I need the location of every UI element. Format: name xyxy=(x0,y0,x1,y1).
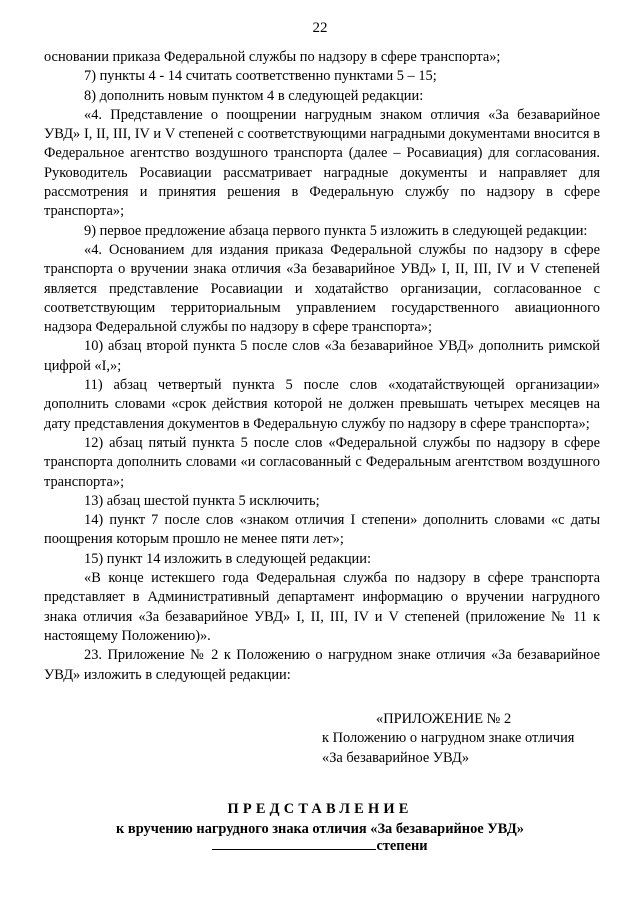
paragraph: 14) пункт 7 после слов «знаком отличия I степени» дополнить словами «с даты поощрения которым прошло не менее пяти лет»; xyxy=(44,512,600,548)
degree-label: степени xyxy=(376,838,428,854)
paragraph: 8) дополнить новым пунктом 4 в следующей редакции: xyxy=(84,87,424,104)
document-heading: ПРЕДСТАВЛЕНИЕ xyxy=(227,801,413,817)
appendix-reference: к Положению о нагрудном знаке отличия xyxy=(322,730,575,747)
paragraph: 12) абзац пятый пункта 5 после слов «Федеральной службы по надзору в сфере транспорта дополнить словами «и согласованный с Федеральным агентством воздушного транспорта»; xyxy=(44,434,600,490)
paragraph: «4. Представление о поощрении нагрудным знаком отличия «За безаварийное УВД» I, II, III, IV и V степеней с соответствующими наградными документами вносится в Федеральное агентство воздушного транспорта (далее – Росавиация) для согласования. Руководитель Росавиации рассматривает наградные документы и направляет для рассмотрения и принятия решения в Федеральную службу по надзору в сфере транспорта»; xyxy=(44,106,600,220)
paragraph: 10) абзац второй пункта 5 после слов «За безаварийное УВД» дополнить римской цифрой «I,»; xyxy=(44,338,600,374)
document-body xyxy=(44,48,600,685)
paragraph: 13) абзац шестой пункта 5 исключить; xyxy=(84,492,320,509)
document-subheading: к вручению нагрудного знака отличия «За безаварийное УВД» xyxy=(116,821,524,837)
paragraph: 23. Приложение № 2 к Положению о нагрудном знаке отличия «За безаварийное УВД» изложить в следующей редакции: xyxy=(44,647,600,683)
paragraph: «4. Основанием для издания приказа Федеральной службы по надзору в сфере транспорта о вручении знака отличия «За безаварийное УВД» I, II, III, IV и V степеней является представление Росавиации и ходатайство организации, согласованное с соответствующим территориальным управлением государственного авиационного надзора Федеральной службы по надзору в сфере транспорта»; xyxy=(44,241,600,336)
paragraph: «В конце истекшего года Федеральная служба по надзору в сфере транспорта представляет в Административный департамент информацию о вручении нагрудного знака отличия «За безаварийное УВД» I, II, III, IV и V степеней (приложение № 11 к настоящему Положению)». xyxy=(44,570,600,644)
paragraph: 9) первое предложение абзаца первого пункта 5 изложить в следующей редакции: xyxy=(84,222,588,239)
appendix-award-name: «За безаварийное УВД» xyxy=(322,749,470,766)
paragraph: 11) абзац четвертый пункта 5 после слов «ходатайствующей организации» дополнить словами «срок действия которой не должен превышать четырех месяцев на дату представления документов в Федеральную службу по надзору в сфере транспорта»; xyxy=(44,377,600,432)
degree-line xyxy=(0,835,640,855)
paragraph: 15) пункт 14 изложить в следующей редакции: xyxy=(84,550,371,567)
paragraph: 7) пункты 4 - 14 считать соответственно пунктами 5 – 15; xyxy=(84,68,437,85)
paragraph: основании приказа Федеральной службы по надзору в сфере транспорта»; xyxy=(44,49,501,65)
degree-blank-line xyxy=(212,835,376,850)
appendix-block xyxy=(322,710,622,768)
page-number: 22 xyxy=(312,20,328,36)
appendix-title: «ПРИЛОЖЕНИЕ № 2 xyxy=(376,711,512,727)
